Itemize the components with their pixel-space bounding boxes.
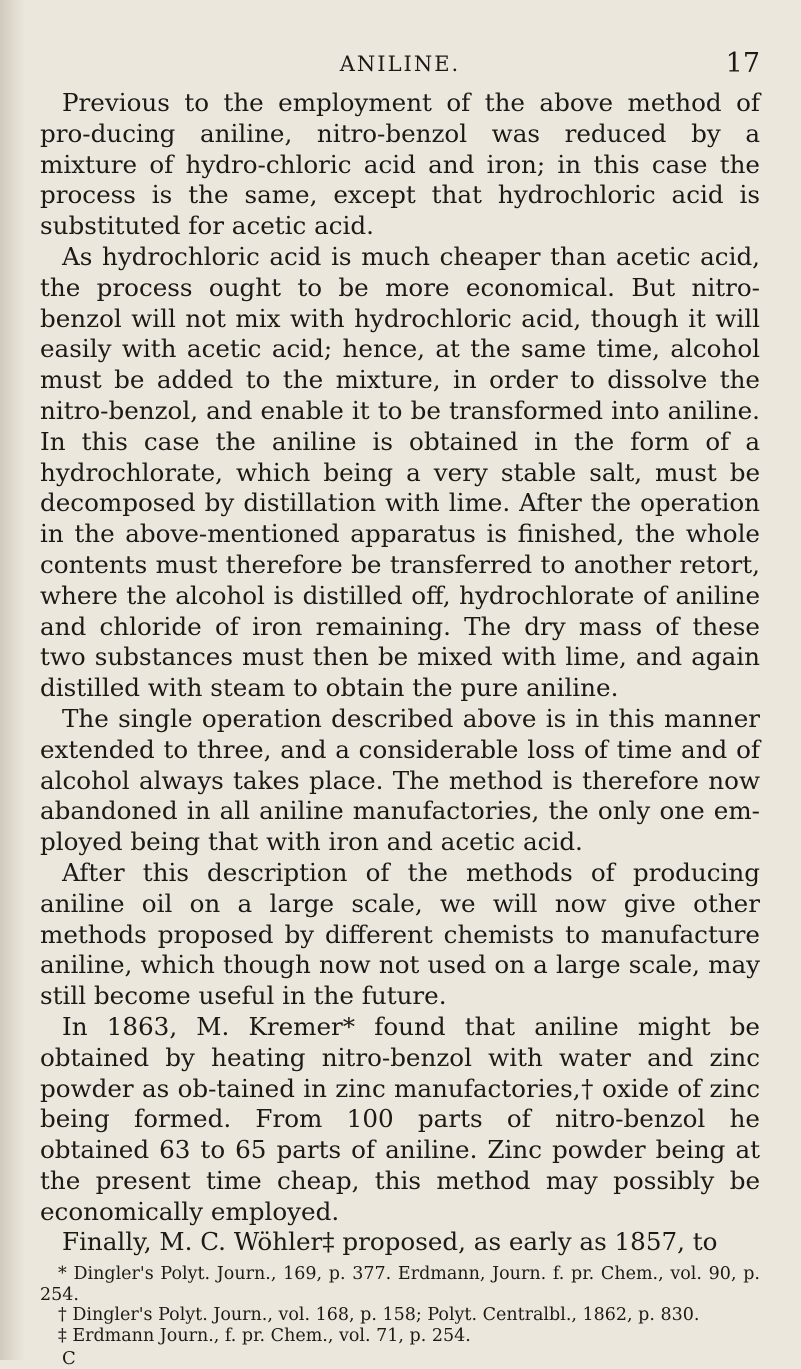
running-head [40,48,760,80]
running-title: ANILINE. [339,52,461,76]
footnote: * Dingler's Polyt. Journ., 169, p. 377. Erdmann, Journ. f. pr. Chem., vol. 90, p. 254. [40,1264,760,1305]
footnotes [40,1264,760,1346]
paragraph: In 1863, M. Kremer* found that aniline might be obtained by heating nitro-benzol with water and zinc powder as ob-tained in zinc manufactories,† oxide of zinc being formed. From 100 parts of nitro-benzol he obtained 63 to 65 parts of aniline. Zinc powder being at the present time cheap, this method may possibly be economically employed. [40,1011,760,1226]
paragraph: As hydrochloric acid is much cheaper than acetic acid, the process ought to be more economical. But nitro-benzol will not mix with hydrochloric acid, though it will easily with acetic acid; hence, at the same time, alcohol must be added to the mixture, in order to dissolve the nitro-benzol, and enable it to be transformed into aniline. In this case the aniline is obtained in the form of a hydrochlorate, which being a very stable salt, must be decomposed by distillation with lime. After the operation in the above-mentioned apparatus is finished, the whole contents must therefore be transferred to another retort, where the alcohol is distilled off, hydrochlorate of aniline and chloride of iron remaining. The dry mass of these two substances must then be mixed with lime, and again distilled with steam to obtain the pure aniline. [40,241,760,703]
paragraph: Previous to the employment of the above method of pro-ducing aniline, nitro-benzol was reduced by a mixture of hydro-chloric acid and iron; in this case the process is the same, except that hydrochloric acid is substituted for acetic acid. [40,88,760,241]
body-text [40,88,760,1258]
book-page [40,48,760,1369]
page-number: 17 [725,48,760,79]
page-gutter-shadow [0,0,26,1360]
signature-mark: C [62,1348,76,1369]
paragraph: The single operation described above is in this manner extended to three, and a considerable loss of time and of alcohol always takes place. The method is therefore now abandoned in all aniline manufactories, the only one em-ployed being that with iron and acetic acid. [40,703,760,857]
paragraph: After this description of the methods of producing aniline oil on a large scale, we will now give other methods proposed by different chemists to manufacture aniline, which though now not used on a large scale, may still become useful in the future. [40,857,760,1011]
footnote: ‡ Erdmann Journ., f. pr. Chem., vol. 71, p. 254. [58,1325,471,1346]
paragraph: Finally, M. C. Wöhler‡ proposed, as early as 1857, to [62,1227,718,1257]
footnote: † Dingler's Polyt. Journ., vol. 168, p. 158; Polyt. Centralbl., 1862, p. 830. [58,1305,700,1326]
